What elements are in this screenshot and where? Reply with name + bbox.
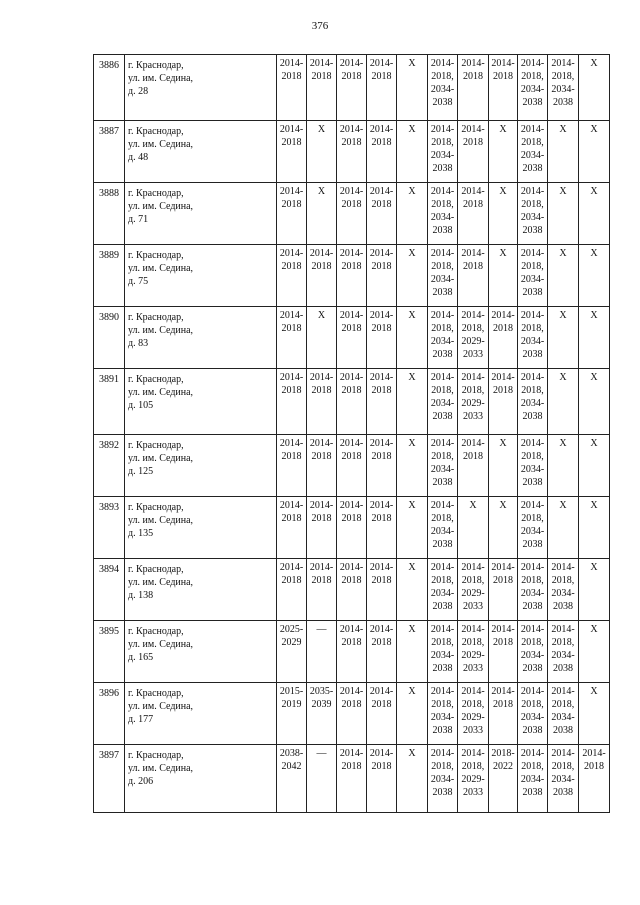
period-cell: 2014- 2018 [277,307,307,369]
period-cell: 2014- 2018 [337,121,367,183]
period-cell: 2014- 2018 [307,497,337,559]
period-cell: X [397,559,428,621]
period-cell: 2014- 2018 [458,245,489,307]
table-row [94,55,610,121]
period-cell: 2014- 2018 [489,559,518,621]
period-cell: 2014- 2018 [367,121,397,183]
period-cell: 2014- 2018, 2029- 2033 [458,559,489,621]
period-cell: 2014- 2018 [307,55,337,121]
period-cell: X [579,307,610,369]
period-cell: 2014- 2018, 2034- 2038 [518,497,548,559]
period-cell: 2014- 2018 [337,55,367,121]
row-number-cell: 3897 [94,745,125,813]
row-number-cell: 3886 [94,55,125,121]
period-cell: 2014- 2018 [307,435,337,497]
period-cell: 2014- 2018, 2034- 2038 [428,183,458,245]
address-cell: г. Краснодар, ул. им. Седина, д. 138 [125,559,277,621]
period-cell: X [397,121,428,183]
period-cell: 2014- 2018 [458,183,489,245]
period-cell: 2014- 2018 [277,435,307,497]
period-cell: 2018- 2022 [489,745,518,813]
row-number-cell: 3890 [94,307,125,369]
period-cell: 2014- 2018 [458,55,489,121]
table-row [94,307,610,369]
period-cell: 2014- 2018, 2034- 2038 [518,745,548,813]
period-cell: X [548,369,579,435]
row-number-cell: 3895 [94,621,125,683]
period-cell: X [397,683,428,745]
row-number-cell: 3892 [94,435,125,497]
period-cell: 2035- 2039 [307,683,337,745]
period-cell: X [397,745,428,813]
period-cell: 2014- 2018 [367,55,397,121]
address-cell: г. Краснодар, ул. им. Седина, д. 71 [125,183,277,245]
period-cell: X [307,121,337,183]
period-cell: X [579,621,610,683]
period-cell: 2014- 2018, 2034- 2038 [548,559,579,621]
period-cell: 2014- 2018 [337,497,367,559]
period-cell: 2014- 2018 [337,559,367,621]
period-cell: X [397,183,428,245]
period-cell: 2014- 2018, 2034- 2038 [518,435,548,497]
row-number-cell: 3893 [94,497,125,559]
period-cell: 2014- 2018 [458,121,489,183]
row-number-cell: 3896 [94,683,125,745]
period-cell: 2014- 2018 [367,559,397,621]
table-row [94,121,610,183]
period-cell: X [489,245,518,307]
period-cell: 2014- 2018 [367,683,397,745]
period-cell: 2014- 2018, 2034- 2038 [518,683,548,745]
period-cell: X [579,683,610,745]
row-number-cell: 3888 [94,183,125,245]
period-cell: X [548,497,579,559]
period-cell: X [397,369,428,435]
period-cell: 2014- 2018, 2034- 2038 [518,559,548,621]
period-cell: 2014- 2018 [489,307,518,369]
address-cell: г. Краснодар, ул. им. Седина, д. 48 [125,121,277,183]
period-cell: X [397,621,428,683]
period-cell: 2014- 2018, 2034- 2038 [428,621,458,683]
table-row [94,559,610,621]
period-cell: 2014- 2018, 2029- 2033 [458,683,489,745]
period-cell: 2014- 2018, 2034- 2038 [518,183,548,245]
period-cell: 2014- 2018 [367,183,397,245]
page-number: 376 [311,20,329,32]
address-cell: г. Краснодар, ул. им. Седина, д. 105 [125,369,277,435]
period-cell: 2014- 2018 [489,683,518,745]
period-cell: X [579,435,610,497]
period-cell: X [458,497,489,559]
period-cell: 2014- 2018 [337,745,367,813]
period-cell: X [548,435,579,497]
address-cell: г. Краснодар, ул. им. Седина, д. 28 [125,55,277,121]
period-cell: 2014- 2018 [337,683,367,745]
period-cell: 2014- 2018 [337,307,367,369]
period-cell: 2014- 2018, 2034- 2038 [428,497,458,559]
table-row [94,435,610,497]
period-cell: X [548,245,579,307]
period-cell: 2014- 2018 [489,55,518,121]
period-cell: X [489,435,518,497]
period-cell: 2014- 2018 [367,307,397,369]
period-cell: 2014- 2018, 2034- 2038 [518,621,548,683]
period-cell: 2014- 2018 [277,559,307,621]
table-row [94,183,610,245]
period-cell: X [579,369,610,435]
period-cell: 2014- 2018 [277,121,307,183]
period-cell: X [397,497,428,559]
period-cell: 2014- 2018, 2034- 2038 [518,369,548,435]
period-cell: X [397,245,428,307]
row-number-cell: 3894 [94,559,125,621]
period-cell: 2014- 2018 [489,369,518,435]
period-cell: 2014- 2018 [367,497,397,559]
period-cell: 2014- 2018, 2034- 2038 [548,745,579,813]
period-cell: X [548,307,579,369]
period-cell: X [397,307,428,369]
period-cell: 2014- 2018, 2034- 2038 [428,683,458,745]
period-cell: 2014- 2018, 2034- 2038 [428,307,458,369]
period-cell: X [579,497,610,559]
period-cell: 2014- 2018 [307,245,337,307]
period-cell: 2014- 2018 [307,559,337,621]
period-cell: 2014- 2018 [367,621,397,683]
address-cell: г. Краснодар, ул. им. Седина, д. 75 [125,245,277,307]
period-cell: 2014- 2018, 2034- 2038 [428,245,458,307]
period-cell: X [489,183,518,245]
table-row [94,683,610,745]
period-cell: X [579,183,610,245]
row-number-cell: 3891 [94,369,125,435]
period-cell: 2014- 2018 [337,369,367,435]
period-cell: 2014- 2018 [489,621,518,683]
period-cell: 2014- 2018, 2029- 2033 [458,369,489,435]
period-cell: 2014- 2018 [277,183,307,245]
period-cell: X [579,121,610,183]
period-cell: 2038- 2042 [277,745,307,813]
period-cell: X [548,121,579,183]
period-cell: 2014- 2018 [277,497,307,559]
period-cell: 2014- 2018 [367,435,397,497]
period-cell: 2014- 2018 [367,245,397,307]
period-cell: 2014- 2018, 2029- 2033 [458,745,489,813]
period-cell: 2014- 2018, 2034- 2038 [428,435,458,497]
period-cell: 2014- 2018, 2034- 2038 [428,369,458,435]
period-cell: — [307,621,337,683]
period-cell: 2014- 2018 [367,369,397,435]
period-cell: 2014- 2018, 2029- 2033 [458,307,489,369]
period-cell: 2014- 2018 [307,369,337,435]
period-cell: 2014- 2018 [367,745,397,813]
table-row [94,369,610,435]
period-cell: 2014- 2018, 2034- 2038 [518,55,548,121]
address-cell: г. Краснодар, ул. им. Седина, д. 135 [125,497,277,559]
address-cell: г. Краснодар, ул. им. Седина, д. 206 [125,745,277,813]
period-cell: 2014- 2018 [337,621,367,683]
registry-table [93,54,610,813]
period-cell: 2014- 2018, 2034- 2038 [428,559,458,621]
period-cell: 2014- 2018 [277,369,307,435]
period-cell: 2015- 2019 [277,683,307,745]
period-cell: 2014- 2018, 2034- 2038 [518,121,548,183]
period-cell: 2014- 2018, 2034- 2038 [548,683,579,745]
period-cell: 2014- 2018 [458,435,489,497]
period-cell: X [579,55,610,121]
period-cell: 2014- 2018, 2034- 2038 [518,307,548,369]
period-cell: X [397,435,428,497]
row-number-cell: 3889 [94,245,125,307]
period-cell: 2014- 2018, 2034- 2038 [518,245,548,307]
period-cell: X [307,183,337,245]
period-cell: X [548,183,579,245]
period-cell: 2014- 2018 [337,435,367,497]
period-cell: 2014- 2018, 2034- 2038 [428,55,458,121]
table-body [94,55,610,813]
period-cell: — [307,745,337,813]
period-cell: 2014- 2018 [277,245,307,307]
period-cell: 2014- 2018, 2034- 2038 [548,621,579,683]
address-cell: г. Краснодар, ул. им. Седина, д. 83 [125,307,277,369]
table-row [94,245,610,307]
address-cell: г. Краснодар, ул. им. Седина, д. 125 [125,435,277,497]
table-row [94,497,610,559]
period-cell: 2014- 2018, 2034- 2038 [428,745,458,813]
period-cell: 2014- 2018 [337,183,367,245]
period-cell: 2014- 2018, 2029- 2033 [458,621,489,683]
row-number-cell: 3887 [94,121,125,183]
period-cell: X [579,245,610,307]
period-cell: 2014- 2018 [579,745,610,813]
period-cell: X [489,121,518,183]
table-row [94,621,610,683]
period-cell: X [397,55,428,121]
address-cell: г. Краснодар, ул. им. Седина, д. 165 [125,621,277,683]
period-cell: X [489,497,518,559]
period-cell: X [579,559,610,621]
table-row [94,745,610,813]
period-cell: 2014- 2018, 2034- 2038 [548,55,579,121]
period-cell: 2014- 2018 [337,245,367,307]
period-cell: X [307,307,337,369]
address-cell: г. Краснодар, ул. им. Седина, д. 177 [125,683,277,745]
period-cell: 2014- 2018 [277,55,307,121]
period-cell: 2014- 2018, 2034- 2038 [428,121,458,183]
period-cell: 2025- 2029 [277,621,307,683]
